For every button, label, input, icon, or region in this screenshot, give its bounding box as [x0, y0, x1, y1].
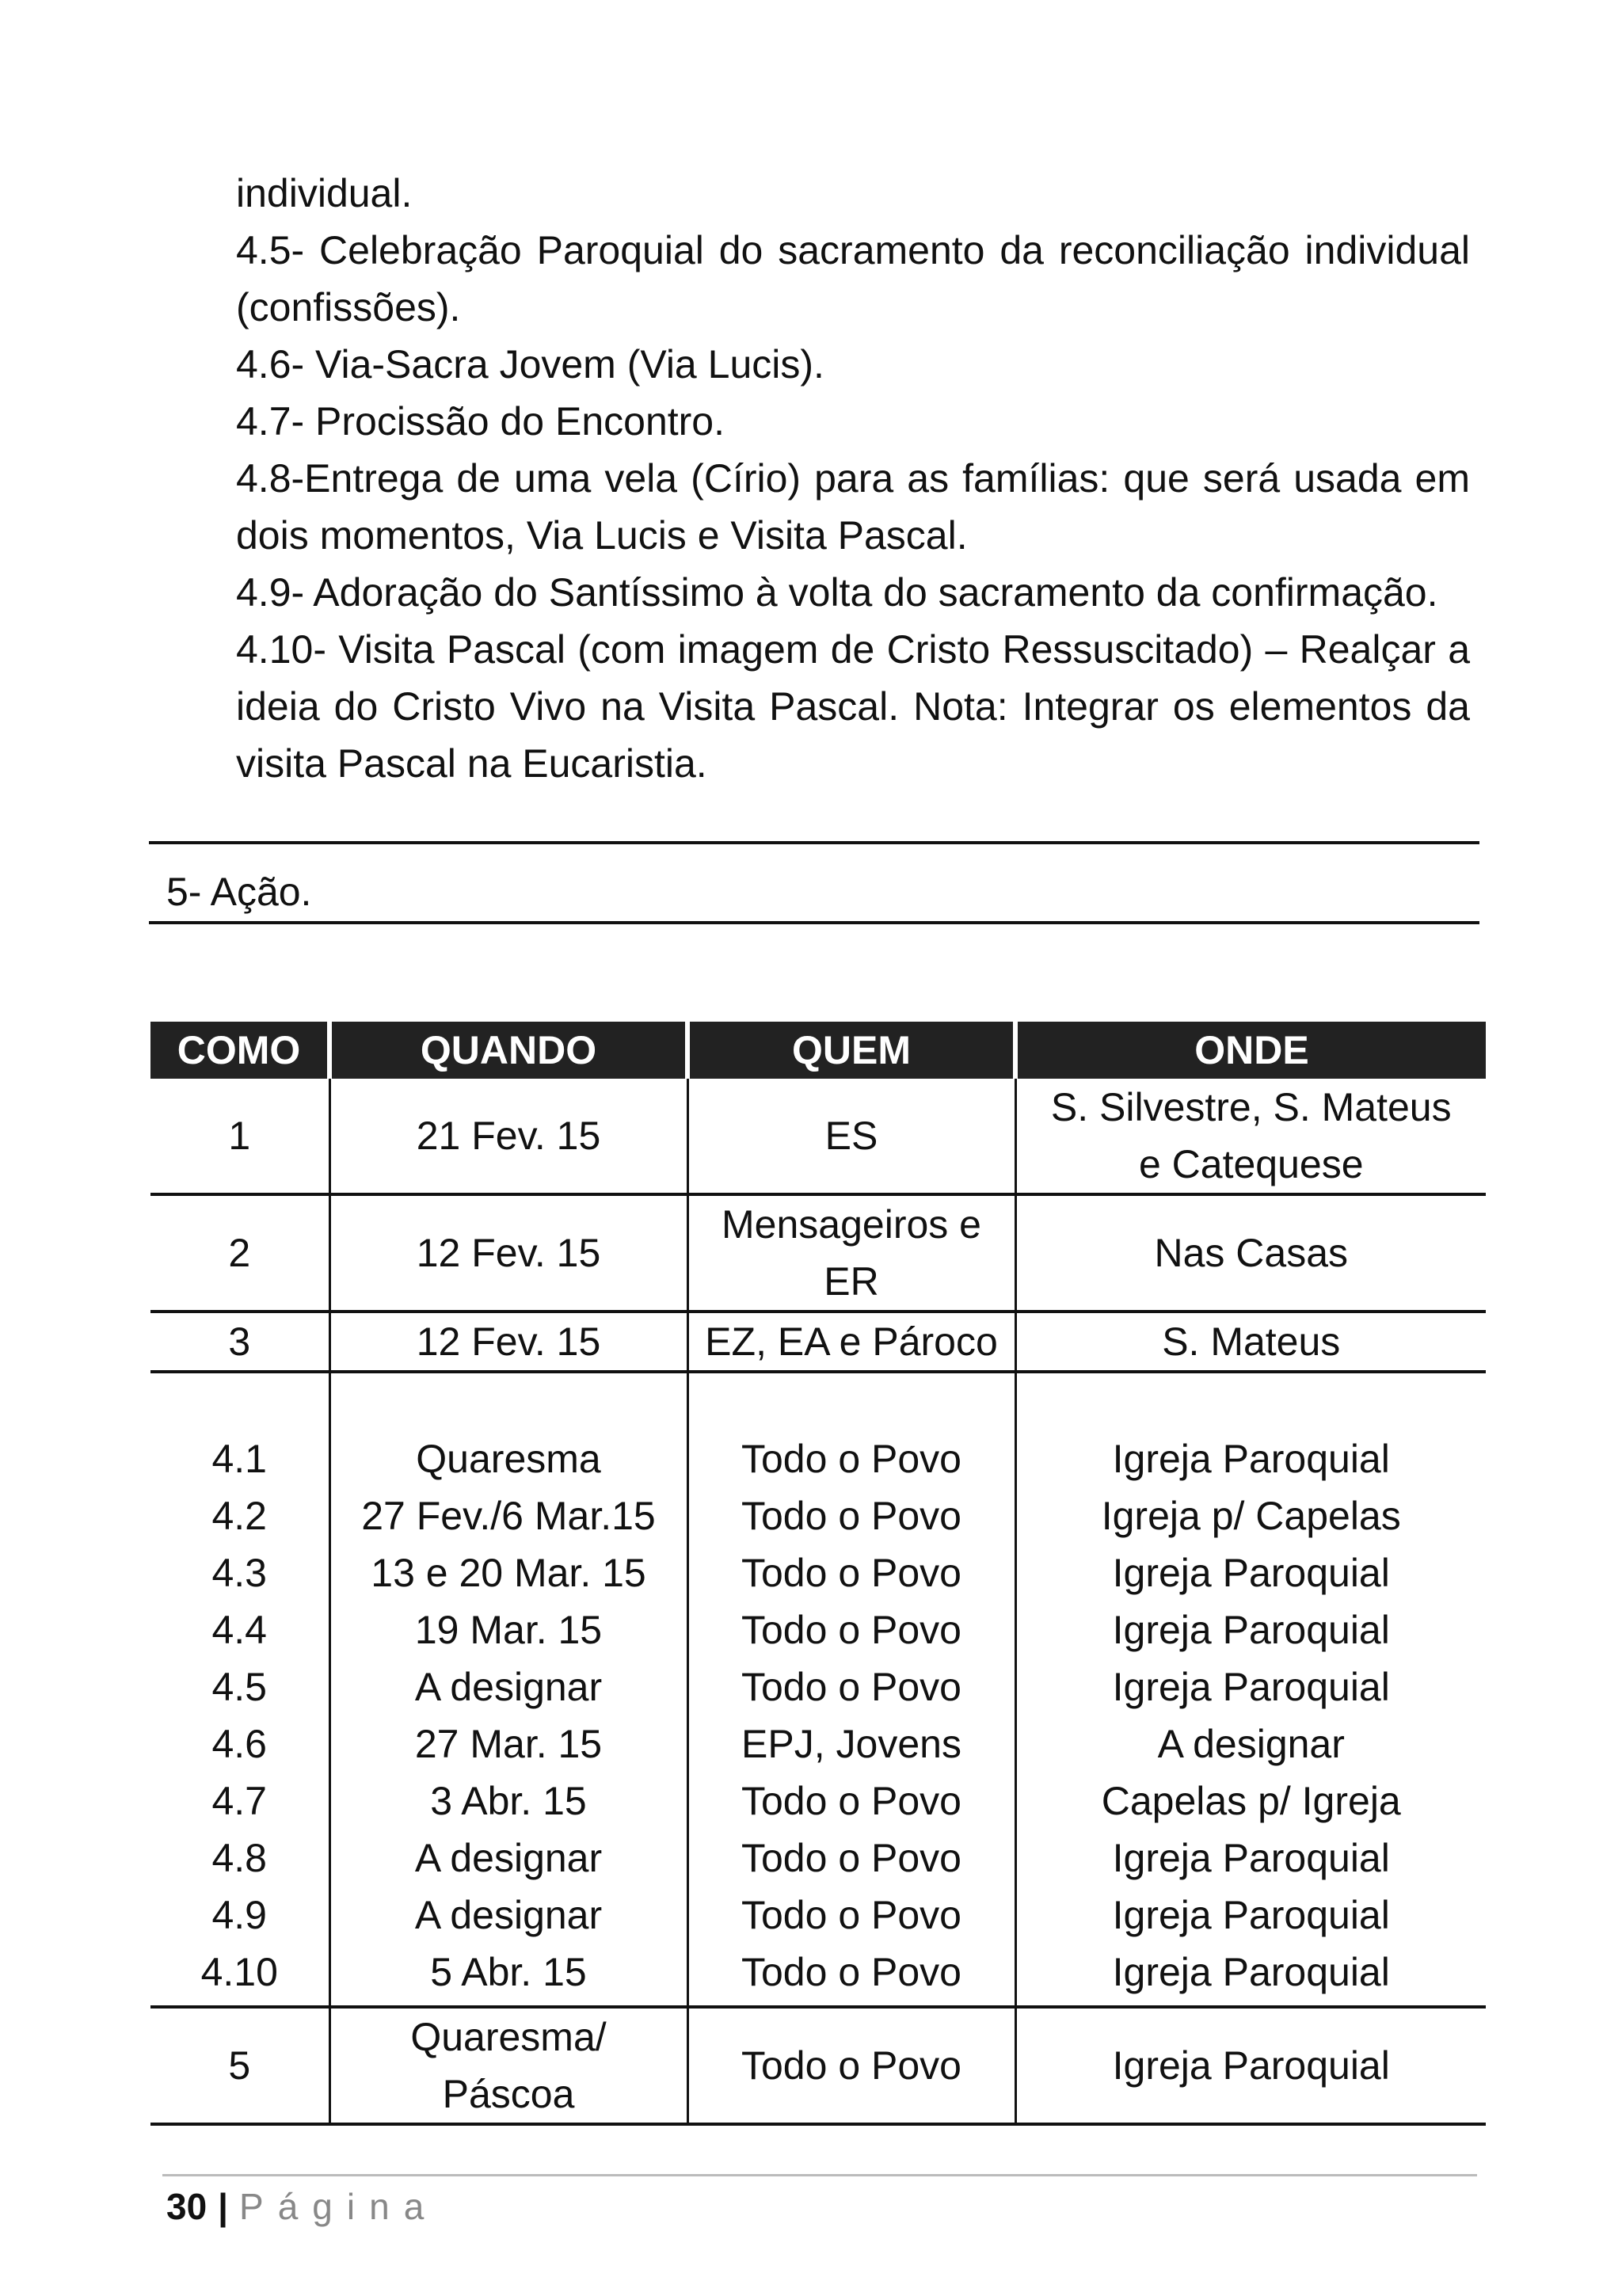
cell-quando: 5 Abr. 15 [430, 1950, 587, 1994]
cell-quem: Todo o Povo [741, 1551, 961, 1595]
cell-como: 4.10 [200, 1950, 278, 1994]
table-row-group-4 [150, 1372, 1486, 2007]
header-quem: QUEM [687, 1022, 1015, 1079]
action-plan-table [150, 1022, 1486, 2126]
cell-como: 4.3 [211, 1551, 267, 1595]
cell-quando: A designar [414, 1665, 603, 1709]
cell-quando: Quaresma [416, 1437, 601, 1481]
cell-como: 4.9 [211, 1893, 267, 1937]
table-row [150, 2007, 1486, 2124]
cell-quem: Todo o Povo [687, 2007, 1015, 2124]
cell-quem: Todo o Povo [741, 1779, 961, 1823]
cell-como: 2 [150, 1194, 329, 1312]
table-header-row [150, 1022, 1486, 1079]
cell-onde: Igreja Paroquial [1015, 2007, 1486, 2124]
cell-como: 3 [150, 1312, 329, 1372]
cell-quando-group [329, 1372, 687, 2007]
cell-quem-group [687, 1372, 1015, 2007]
header-quando: QUANDO [329, 1022, 687, 1079]
section-heading: 5- Ação. [166, 870, 312, 914]
cell-quando: A designar [414, 1893, 603, 1937]
cell-quando: 12 Fev. 15 [329, 1194, 687, 1312]
paragraph-item-4-6: 4.6- Via-Sacra Jovem (Via Lucis). [236, 342, 824, 386]
cell-quando: 3 Abr. 15 [430, 1779, 587, 1823]
cell-onde: S. Silvestre, S. Mateus e Catequese [1015, 1079, 1486, 1194]
paragraph-item-4-10: 4.10- Visita Pascal (com imagem de Cristo Ressuscitado) – Realçar a ideia do Cristo Vivo na Visita Pascal. Nota: Integrar os elementos da visita Pascal na Eucaristia. [236, 627, 1470, 786]
cell-quem: Mensageiros e ER [687, 1194, 1015, 1312]
cell-onde: Nas Casas [1015, 1194, 1486, 1312]
cell-onde: Igreja Paroquial [1112, 1950, 1390, 1994]
cell-quando: Quaresma/ Páscoa [329, 2007, 687, 2124]
cell-quando: 12 Fev. 15 [329, 1312, 687, 1372]
header-como: COMO [150, 1022, 329, 1079]
cell-onde: S. Mateus [1015, 1312, 1486, 1372]
cell-como: 4.2 [211, 1494, 267, 1538]
cell-quem: EZ, EA e Pároco [687, 1312, 1015, 1372]
cell-onde: Igreja p/ Capelas [1101, 1494, 1401, 1538]
paragraph-continuation: individual. [236, 171, 413, 215]
cell-quem: Todo o Povo [741, 1608, 961, 1652]
cell-quando: 19 Mar. 15 [414, 1608, 603, 1652]
cell-quem: Todo o Povo [741, 1437, 961, 1481]
footer-divider [162, 2174, 1477, 2176]
cell-como: 4.6 [211, 1722, 267, 1766]
cell-onde: Capelas p/ Igreja [1101, 1779, 1401, 1823]
table-row [150, 1194, 1486, 1312]
cell-quando: 21 Fev. 15 [329, 1079, 687, 1194]
cell-onde: A designar [1157, 1722, 1345, 1766]
cell-onde: Igreja Paroquial [1112, 1437, 1390, 1481]
cell-quando: 27 Fev./6 Mar.15 [361, 1494, 656, 1538]
paragraph-item-4-9: 4.9- Adoração do Santíssimo à volta do sacramento da confirmação. [236, 570, 1438, 615]
cell-como: 4.5 [211, 1665, 267, 1709]
cell-como: 4.4 [211, 1608, 267, 1652]
cell-onde: Igreja Paroquial [1112, 1608, 1390, 1652]
page-label: Página [239, 2186, 439, 2227]
page-number: 30 [166, 2186, 208, 2227]
cell-quando: 13 e 20 Mar. 15 [371, 1551, 646, 1595]
cell-como: 1 [150, 1079, 329, 1194]
header-onde: ONDE [1015, 1022, 1486, 1079]
cell-onde: Igreja Paroquial [1112, 1893, 1390, 1937]
paragraph-item-4-7: 4.7- Procissão do Encontro. [236, 399, 725, 444]
cell-quem: Todo o Povo [741, 1836, 961, 1880]
divider-top [149, 841, 1479, 844]
cell-quando: 27 Mar. 15 [414, 1722, 603, 1766]
cell-quem: Todo o Povo [741, 1950, 961, 1994]
table-row [150, 1312, 1486, 1372]
cell-como: 4.1 [211, 1437, 267, 1481]
cell-como: 4.7 [211, 1779, 267, 1823]
cell-onde: Igreja Paroquial [1112, 1665, 1390, 1709]
cell-quem: Todo o Povo [741, 1893, 961, 1937]
footer-separator: | [218, 2186, 229, 2227]
cell-onde-group [1015, 1372, 1486, 2007]
cell-como-group [150, 1372, 329, 2007]
cell-quem: ES [687, 1079, 1015, 1194]
paragraph-item-4-8: 4.8-Entrega de uma vela (Círio) para as famílias: que será usada em dois momentos, Via Lucis e Visita Pascal. [236, 456, 1470, 558]
cell-quem: Todo o Povo [741, 1494, 961, 1538]
cell-onde: Igreja Paroquial [1112, 1551, 1390, 1595]
page-footer [166, 2178, 438, 2235]
divider-bottom [149, 921, 1479, 924]
cell-quando: A designar [414, 1836, 603, 1880]
cell-como: 4.8 [211, 1836, 267, 1880]
cell-onde: Igreja Paroquial [1112, 1836, 1390, 1880]
body-text [236, 165, 1470, 792]
table-row [150, 1079, 1486, 1194]
cell-quem: Todo o Povo [741, 1665, 961, 1709]
cell-como: 5 [150, 2007, 329, 2124]
cell-quem: EPJ, Jovens [741, 1722, 961, 1766]
paragraph-item-4-5: 4.5- Celebração Paroquial do sacramento da reconciliação individual (confissões). [236, 228, 1470, 329]
